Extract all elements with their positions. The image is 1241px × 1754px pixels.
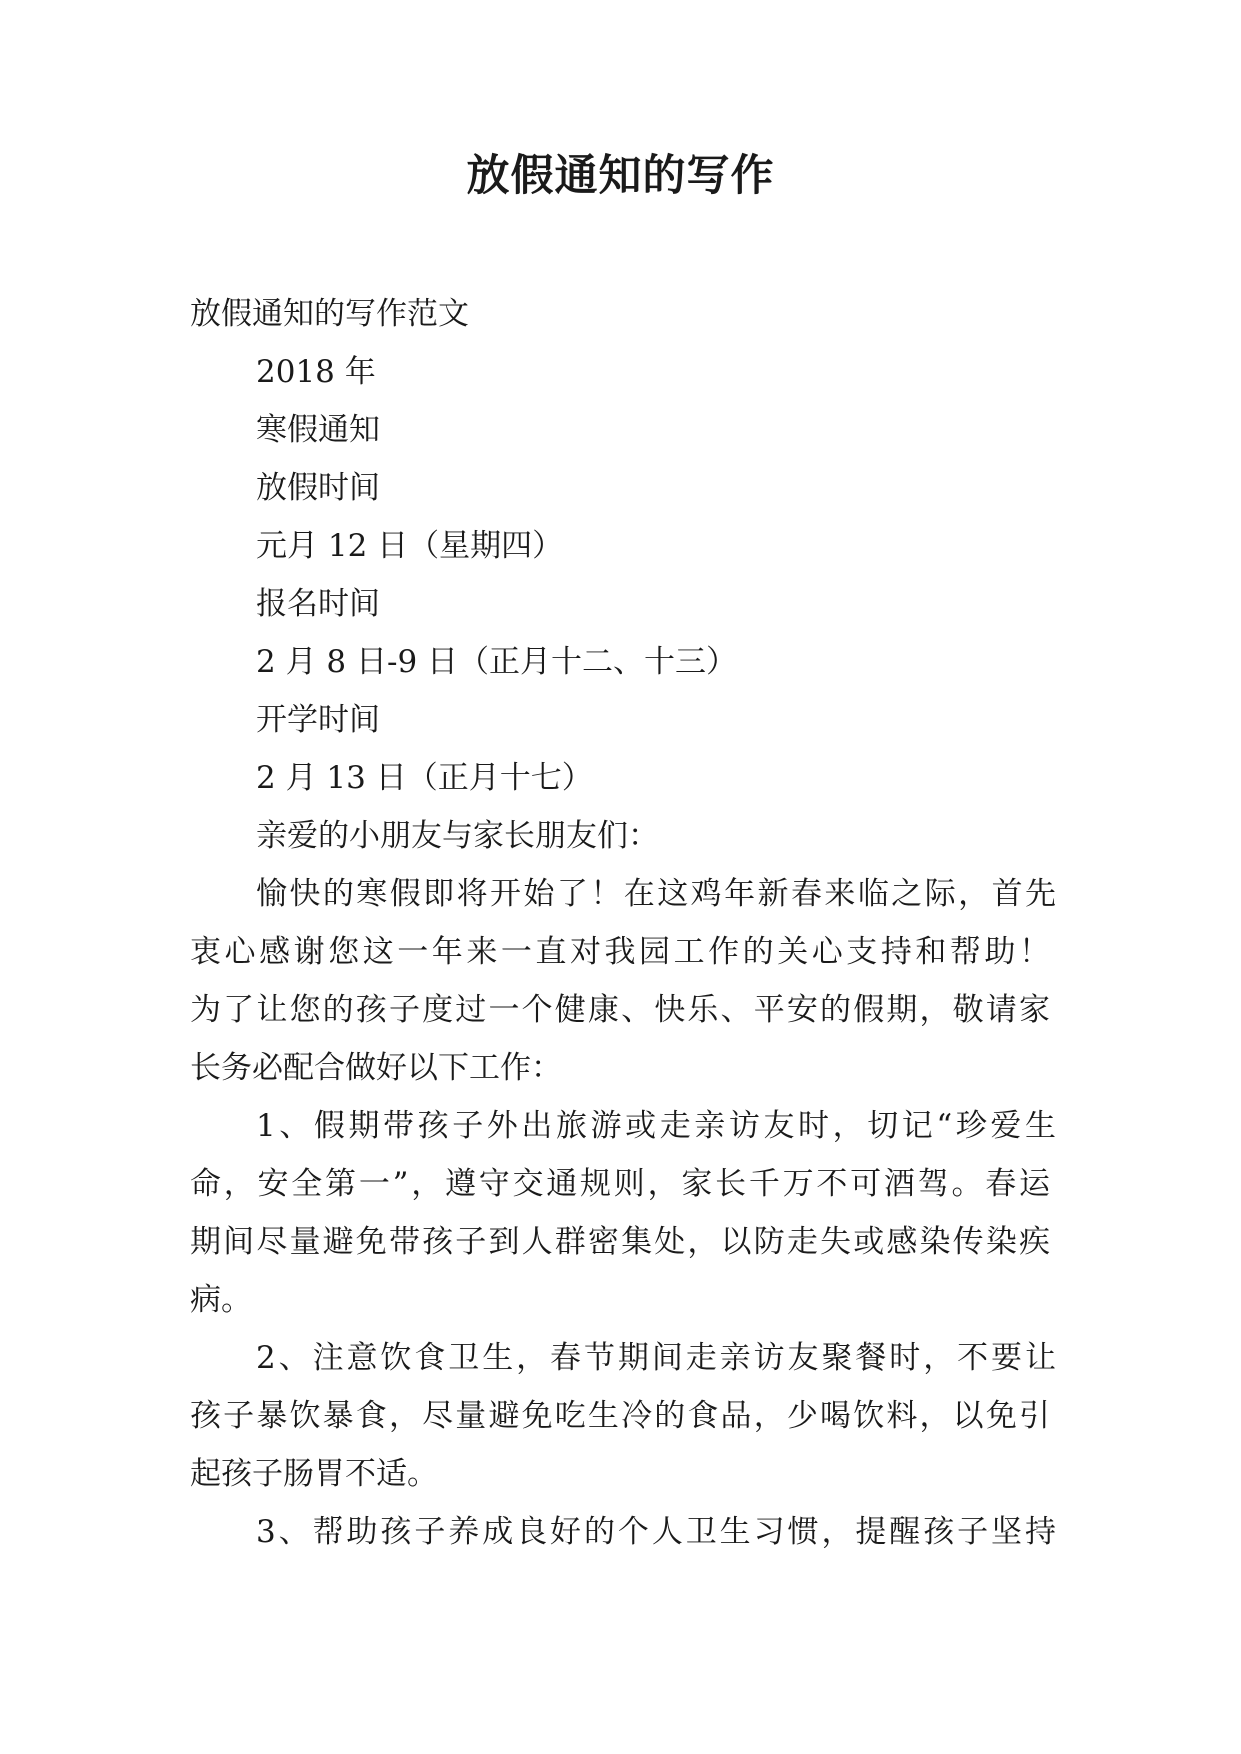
paragraph-line: 命，安全第一”，遵守交通规则，家长千万不可酒驾。春运 — [190, 1166, 1050, 1202]
paragraph-line: 为了让您的孩子度过一个健康、快乐、平安的假期，敬请家 — [190, 992, 1050, 1028]
document-title: 放假通知的写作 — [466, 151, 775, 201]
paragraph-line: 起孩子肠胃不适。 — [190, 1456, 438, 1492]
greeting-line: 亲爱的小朋友与家长朋友们： — [256, 818, 659, 854]
paragraph-line: 期间尽量避免带孩子到人群密集处，以防走失或感染传染疾 — [190, 1224, 1050, 1260]
paragraph-line: 病。 — [190, 1282, 252, 1318]
paragraph-line: 长务必配合做好以下工作： — [190, 1050, 562, 1086]
year-line: 2018 年 — [256, 354, 376, 390]
paragraph-line: 3、帮助孩子养成良好的个人卫生习惯，提醒孩子坚持 — [256, 1514, 1056, 1550]
paragraph-line: 衷心感谢您这一年来一直对我园工作的关心支持和帮助！ — [190, 934, 1050, 970]
paragraph-line: 1、假期带孩子外出旅游或走亲访友时，切记“珍爱生 — [256, 1108, 1056, 1144]
paragraph-line: 孩子暴饮暴食，尽量避免吃生冷的食品，少喝饮料，以免引 — [190, 1398, 1050, 1434]
registration-time-value: 2 月 8 日-9 日（正月十二、十三） — [256, 644, 738, 680]
school-start-label: 开学时间 — [256, 702, 380, 738]
paragraph-line: 2、注意饮食卫生，春节期间走亲访友聚餐时，不要让 — [256, 1340, 1056, 1376]
school-start-value: 2 月 13 日（正月十七） — [256, 760, 593, 796]
subtitle-line: 放假通知的写作范文 — [190, 296, 469, 332]
notice-heading: 寒假通知 — [256, 412, 380, 448]
holiday-time-value: 元月 12 日（星期四） — [256, 528, 564, 564]
holiday-time-label: 放假时间 — [256, 470, 380, 506]
registration-time-label: 报名时间 — [256, 586, 380, 622]
paragraph-line: 愉快的寒假即将开始了！在这鸡年新春来临之际，首先 — [256, 876, 1056, 912]
